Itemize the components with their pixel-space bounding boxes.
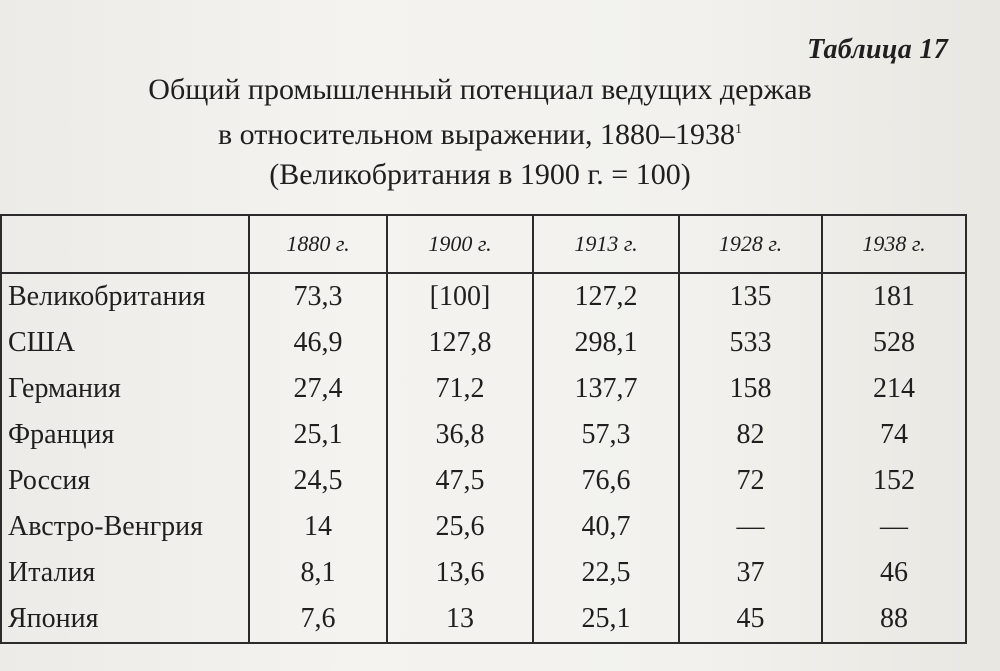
value-cell: 40,7: [533, 504, 679, 550]
value-cell: 298,1: [533, 320, 679, 366]
title-footnote-marker: 1: [735, 122, 743, 137]
table-row: [1, 366, 966, 412]
value-cell: 37: [679, 550, 822, 596]
value-cell: 27,4: [249, 366, 387, 412]
value-cell: 36,8: [387, 412, 533, 458]
value-cell: 45: [679, 596, 822, 643]
value-cell: 127,8: [387, 320, 533, 366]
industrial-potential-table: [0, 214, 967, 644]
value-cell: 22,5: [533, 550, 679, 596]
value-cell: 88: [822, 596, 966, 643]
value-cell: 24,5: [249, 458, 387, 504]
value-cell: 137,7: [533, 366, 679, 412]
value-cell: 47,5: [387, 458, 533, 504]
header-row: [1, 215, 966, 273]
value-cell: 46: [822, 550, 966, 596]
value-cell: 181: [822, 273, 966, 320]
value-cell: 158: [679, 366, 822, 412]
country-cell: Италия: [1, 550, 249, 596]
value-cell: 76,6: [533, 458, 679, 504]
table-row: [1, 504, 966, 550]
country-cell: Франция: [1, 412, 249, 458]
value-cell: 135: [679, 273, 822, 320]
header-cell-1880: 1880 г.: [249, 215, 387, 273]
value-cell: [100]: [387, 273, 533, 320]
value-cell: 25,1: [249, 412, 387, 458]
header-cell-1900: 1900 г.: [387, 215, 533, 273]
table-number: Таблица 17: [807, 34, 948, 65]
table-row: [1, 273, 966, 320]
header-cell-1928: 1928 г.: [679, 215, 822, 273]
table-row: [1, 458, 966, 504]
value-cell: 8,1: [249, 550, 387, 596]
value-cell: 46,9: [249, 320, 387, 366]
value-cell: 14: [249, 504, 387, 550]
value-cell: 25,1: [533, 596, 679, 643]
table-row: [1, 550, 966, 596]
value-cell: 57,3: [533, 412, 679, 458]
header-cell-1913: 1913 г.: [533, 215, 679, 273]
table-body: [1, 273, 966, 643]
value-cell: 528: [822, 320, 966, 366]
value-cell: 74: [822, 412, 966, 458]
country-cell: Великобритания: [1, 273, 249, 320]
value-cell: 214: [822, 366, 966, 412]
value-cell: 13,6: [387, 550, 533, 596]
value-cell: 73,3: [249, 273, 387, 320]
table-row: [1, 412, 966, 458]
value-cell: 13: [387, 596, 533, 643]
value-cell: 82: [679, 412, 822, 458]
value-cell: 25,6: [387, 504, 533, 550]
country-cell: США: [1, 320, 249, 366]
country-cell: Япония: [1, 596, 249, 643]
title-line-3: (Великобритания в 1900 г. = 100): [269, 158, 691, 191]
value-cell: —: [679, 504, 822, 550]
value-cell: 127,2: [533, 273, 679, 320]
table-title: [70, 70, 890, 195]
header-cell-1938: 1938 г.: [822, 215, 966, 273]
value-cell: 72: [679, 458, 822, 504]
value-cell: 533: [679, 320, 822, 366]
table-row: [1, 320, 966, 366]
table-row: [1, 596, 966, 643]
value-cell: —: [822, 504, 966, 550]
title-line-2-text: в относительном выражении, 1880–1938: [217, 118, 736, 151]
title-line-2: [70, 110, 890, 155]
country-cell: Австро-Венгрия: [1, 504, 249, 550]
country-cell: Россия: [1, 458, 249, 504]
value-cell: 71,2: [387, 366, 533, 412]
title-line-1: Общий промышленный потенциал ведущих держав: [148, 73, 812, 106]
data-table-wrapper: [0, 214, 965, 644]
header-cell-country: [1, 215, 249, 273]
country-cell: Германия: [1, 366, 249, 412]
value-cell: 152: [822, 458, 966, 504]
value-cell: 7,6: [249, 596, 387, 643]
